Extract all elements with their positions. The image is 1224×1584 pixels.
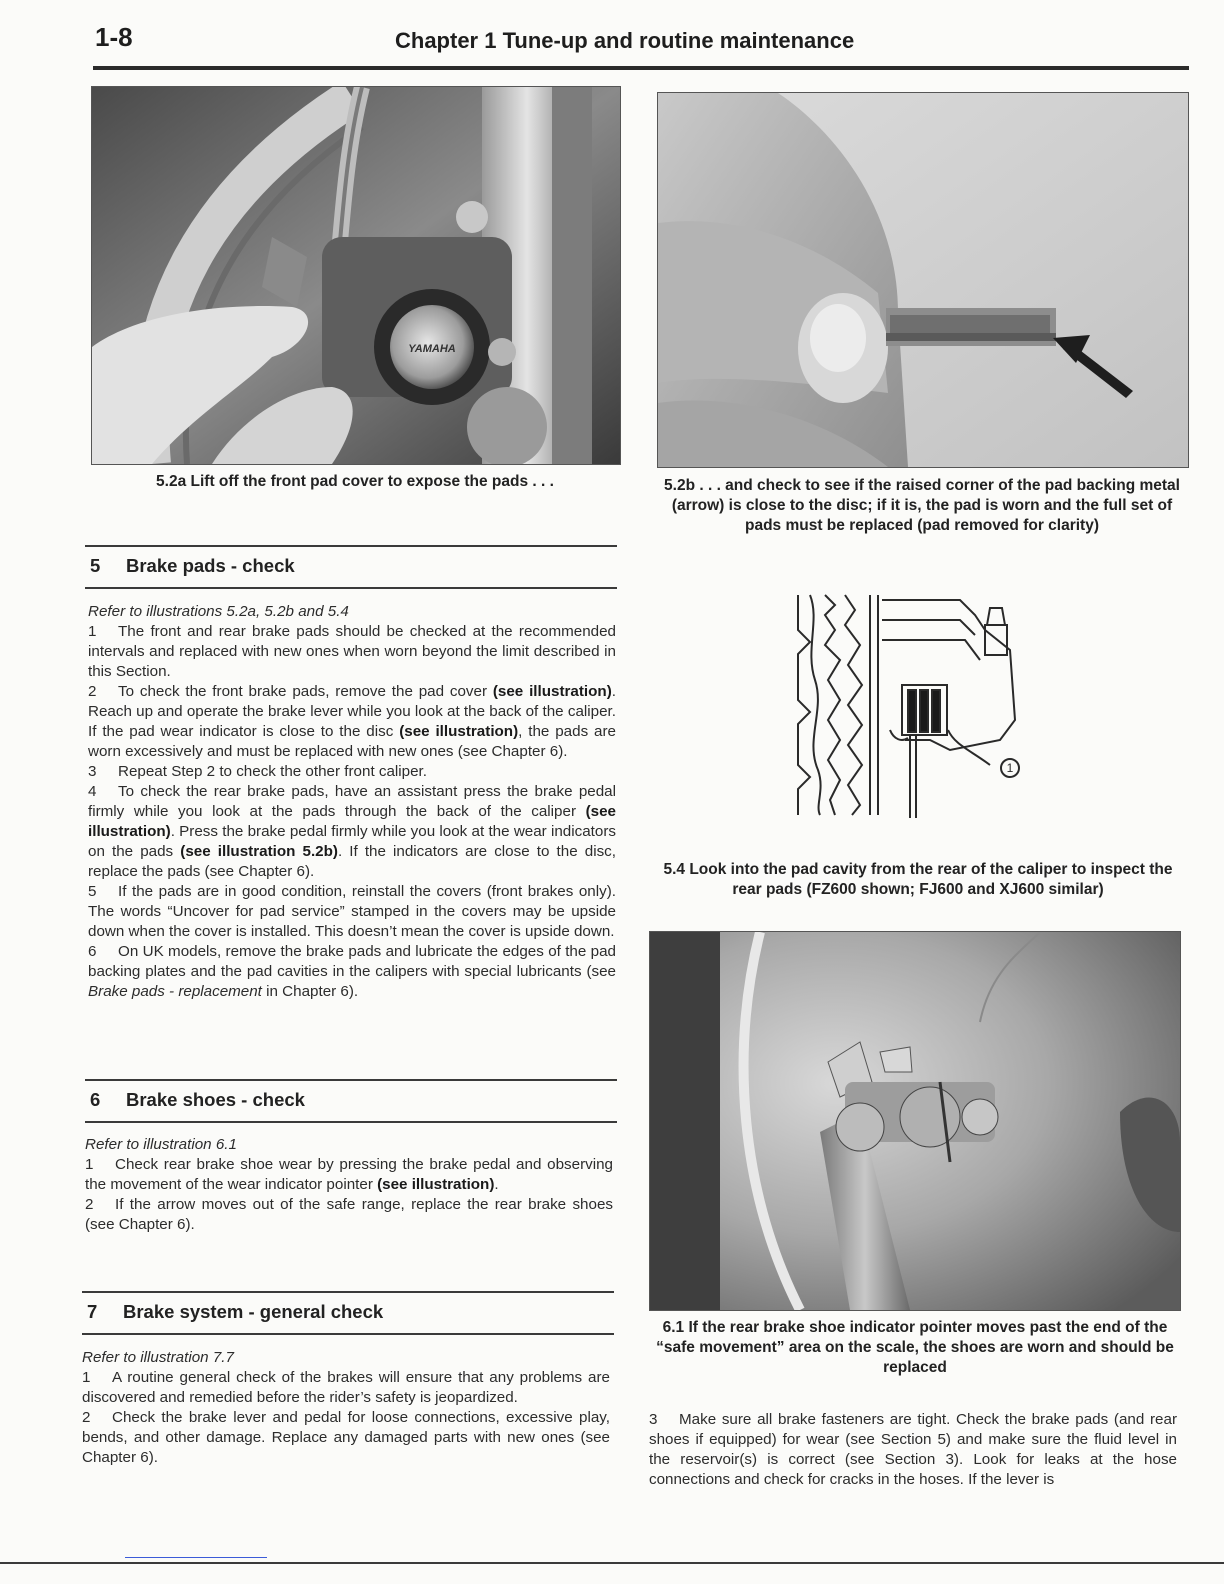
caption-5-2a: 5.2a Lift off the front pad cover to expose the pads . . . [156, 473, 554, 490]
illustration-reference: Refer to illustration 7.7 [82, 1349, 234, 1366]
yamaha-logo: YAMAHA [408, 343, 456, 355]
paragraph: 3 Repeat Step 2 to check the other front caliper. [88, 763, 427, 780]
section-5-body [88, 602, 616, 1002]
illustration-reference: Refer to illustrations 5.2a, 5.2b and 5.4 [88, 603, 349, 620]
photo-brake-shoe-indicator [649, 931, 1181, 1311]
section-5-heading [85, 545, 617, 589]
callout-number: 1 [1006, 761, 1014, 775]
diagram-rear-caliper [790, 590, 1030, 822]
paragraph: 1 A routine general check of the brakes will ensure that any problems are discovered and remedied before the rider’s safety is jeopardized. [82, 1369, 610, 1406]
section-7-body [82, 1348, 610, 1468]
section-title: Brake shoes - check [126, 1089, 305, 1110]
paragraph: 1 Check rear brake shoe wear by pressing the brake pedal and observing the movement of the wear indicator pointer (see illustration). [85, 1156, 613, 1193]
paragraph: 2 Check the brake lever and pedal for loose connections, excessive play, bends, and other damage. Replace any damaged parts with new ones (see Chapter 6). [82, 1409, 610, 1466]
section-rule [85, 1121, 617, 1123]
photo-pad-backing-metal [657, 92, 1189, 468]
page-number: 1-8 [95, 22, 133, 52]
caption-5-4: 5.4 Look into the pad cavity from the rear of the caliper to inspect the rear pads (FZ600 shown; FJ600 and XJ600 similar) [663, 861, 1173, 898]
chapter-title: Chapter 1 Tune-up and routine maintenance [395, 28, 855, 53]
header-rule [93, 66, 1189, 70]
illustration-reference: Refer to illustration 6.1 [85, 1136, 237, 1153]
paragraph: 1 The front and rear brake pads should be checked at the recommended intervals and replaced with new ones when worn beyond the limit described in this Section. [88, 623, 616, 680]
section-7-body-continued [649, 1410, 1177, 1490]
paragraph: 2 If the arrow moves out of the safe range, replace the rear brake shoes (see Chapter 6). [85, 1196, 613, 1233]
paragraph: 5 If the pads are in good condition, reinstall the covers (front brakes only). The words “Uncover for pad service” stamped in the covers may be upside down when the cover is installed. This doesn’t mean the cover is upside down. [88, 883, 616, 940]
section-6-heading [85, 1079, 617, 1123]
section-7-heading [82, 1291, 614, 1335]
section-rule [82, 1333, 614, 1335]
photo-front-pad-cover [91, 86, 621, 465]
paragraph: 6 On UK models, remove the brake pads and lubricate the edges of the pad backing plates and the pad cavities in the calipers with special lubricants (see Brake pads - replacement in Chapter 6). [88, 943, 616, 1000]
footer-link-underline [125, 1557, 267, 1558]
paragraph: 2 To check the front brake pads, remove the pad cover (see illustration). Reach up and operate the brake lever while you look at the back of the caliper. If the pad wear indicator is close to the disc (see illustration), the pads are worn excessively and must be replaced with new ones (see Chapter 6). [88, 683, 616, 760]
section-title: Brake system - general check [123, 1301, 384, 1322]
section-rule [85, 587, 617, 589]
section-number: 6 [90, 1089, 101, 1110]
paragraph: 3 Make sure all brake fasteners are tight. Check the brake pads (and rear shoes if equipped) for wear (see Section 5) and make sure the fluid level in the reservoir(s) is correct (see Section 3). Look for leaks at the hose connections and check for cracks in the hoses. If the lever is [649, 1411, 1177, 1488]
section-number: 5 [90, 555, 101, 576]
paragraph: 4 To check the rear brake pads, have an assistant press the brake pedal firmly while you look at the pads through the back of the caliper (see illustration). Press the brake pedal firmly while you look at the wear indicators on the pads (see illustration 5.2b). If the indicators are close to the disc, replace the pads (see Chapter 6). [88, 783, 616, 880]
footer-rule [0, 1562, 1224, 1564]
caption-5-2b: 5.2b . . . and check to see if the raised corner of the pad backing metal (arrow) is close to the disc; if it is, the pad is worn and the full set of pads must be replaced (pad removed for clarity) [664, 477, 1180, 534]
caption-6-1: 6.1 If the rear brake shoe indicator pointer moves past the end of the “safe movement” area on the scale, the shoes are worn and should be replaced [656, 1319, 1174, 1376]
section-6-body [85, 1135, 613, 1235]
section-title: Brake pads - check [126, 555, 295, 576]
section-number: 7 [87, 1301, 98, 1322]
